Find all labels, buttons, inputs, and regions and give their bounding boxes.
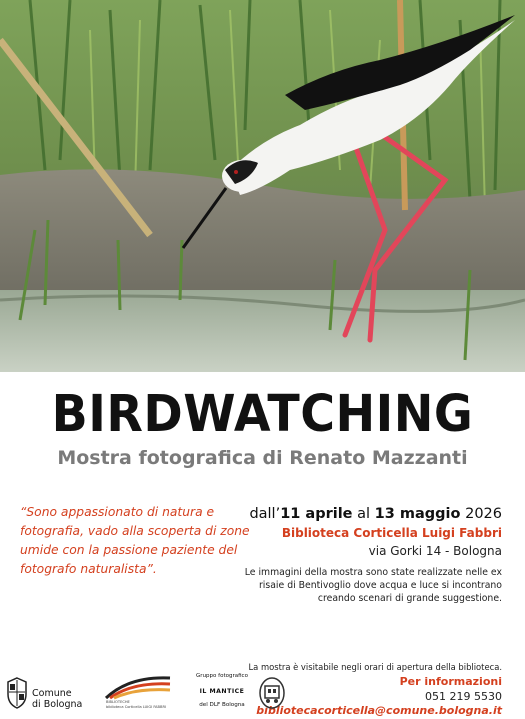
contact-phone: 051 219 5530 — [425, 690, 502, 703]
il-mantice-logo — [188, 673, 256, 713]
info-label: Per informazioni — [399, 675, 502, 688]
venue-address: via Gorki 14 - Bologna — [368, 544, 502, 558]
comune-line1: Comune — [32, 688, 72, 699]
comune-name — [32, 688, 82, 710]
biblioteche-logo — [104, 672, 174, 712]
mantice-line1: Gruppo fotografico — [196, 673, 248, 679]
exhibition-dates — [249, 506, 502, 522]
comune-line2: di Bologna — [32, 699, 83, 710]
dates-middle: al — [352, 506, 375, 522]
books-arc-icon — [104, 672, 174, 700]
dates-year: 2026 — [460, 506, 502, 522]
mantice-line2: IL MANTICE — [199, 688, 245, 695]
bologna-crest-icon — [6, 676, 28, 710]
contact-email[interactable]: bibliotecacorticella@comune.bologna.it — [256, 704, 502, 717]
bib-line2: biblioteca Corticella LUIGI FABBRI — [106, 705, 167, 709]
exhibition-description: Le immagini della mostra sono state realizzate nelle ex risaie di Bentivoglio dove acqua e luce si incontrano creando scenari di grande suggestione. — [244, 567, 502, 604]
artist-quote: “Sono appassionato di natura e fotografia, vado alla scoperta di zone umide con la passione paziente del fotografo naturalista”. — [20, 505, 250, 576]
access-note: La mostra è visitabile negli orari di apertura della biblioteca. — [248, 662, 502, 672]
mantice-line3: del DLF Bologna — [199, 702, 245, 708]
comune-bologna-logo — [6, 676, 96, 714]
start-date: 11 aprile — [280, 506, 353, 522]
dlf-logo — [258, 676, 286, 710]
bib-line1: BIBLIOTECHE — [106, 700, 130, 704]
locomotive-icon — [258, 676, 286, 710]
poster-subtitle: Mostra fotografica di Renato Mazzanti — [57, 447, 468, 469]
dates-prefix: dall’ — [249, 506, 281, 522]
poster-title: BIRDWATCHING — [51, 385, 474, 444]
end-date: 13 maggio — [374, 506, 461, 522]
venue-name: Biblioteca Corticella Luigi Fabbri — [281, 526, 502, 540]
